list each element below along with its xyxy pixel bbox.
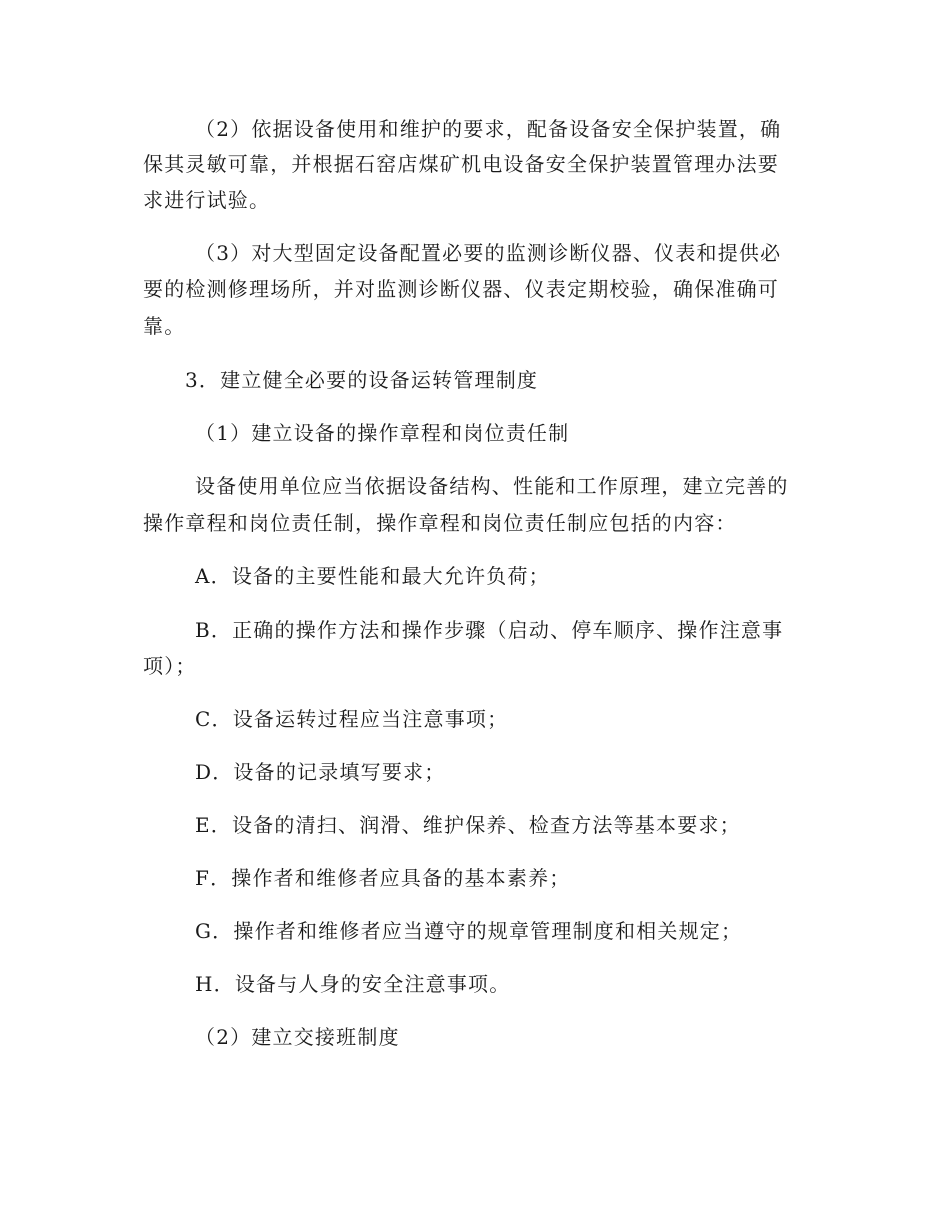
paragraph-line: 操作章程和岗位责任制，操作章程和岗位责任制应包括的内容： [143, 511, 737, 535]
list-item: F．操作者和维修者应具备的基本素养； [195, 866, 571, 890]
list-item: G．操作者和维修者应当遵守的规章管理制度和相关规定； [195, 919, 743, 943]
paragraph-line: （3）对大型固定设备配置必要的监测诊断仪器、仪表和提供必 [195, 241, 782, 265]
list-item: A．设备的主要性能和最大允许负荷； [195, 564, 550, 588]
section-heading: 3．建立健全必要的设备运转管理制度 [185, 368, 539, 392]
list-item: B．正确的操作方法和操作步骤（启动、停车顺序、操作注意事 [195, 618, 784, 642]
paragraph-line: （2）依据设备使用和维护的要求，配备设备安全保护装置，确 [195, 117, 782, 141]
list-item-continuation: 项）； [143, 654, 197, 678]
paragraph-line: 保其灵敏可靠，并根据石窑店煤矿机电设备安全保护装置管理办法要 [143, 152, 779, 176]
list-item: E．设备的清扫、润滑、维护保养、检查方法等基本要求； [195, 813, 741, 837]
paragraph-line: 靠。 [143, 314, 186, 338]
subsection-heading: （1）建立设备的操作章程和岗位责任制 [195, 421, 570, 445]
paragraph-line: 求进行试验。 [143, 188, 271, 212]
subsection-heading: （2）建立交接班制度 [195, 1025, 400, 1049]
list-item: C．设备运转过程应当注意事项； [195, 707, 509, 731]
list-item: H．设备与人身的安全注意事项。 [195, 972, 511, 996]
paragraph-line: 设备使用单位应当依据设备结构、性能和工作原理，建立完善的 [195, 474, 789, 498]
list-item: D．设备的记录填写要求； [195, 760, 446, 784]
paragraph-line: 要的检测修理场所，并对监测诊断仪器、仪表定期校验，确保准确可 [143, 277, 779, 301]
